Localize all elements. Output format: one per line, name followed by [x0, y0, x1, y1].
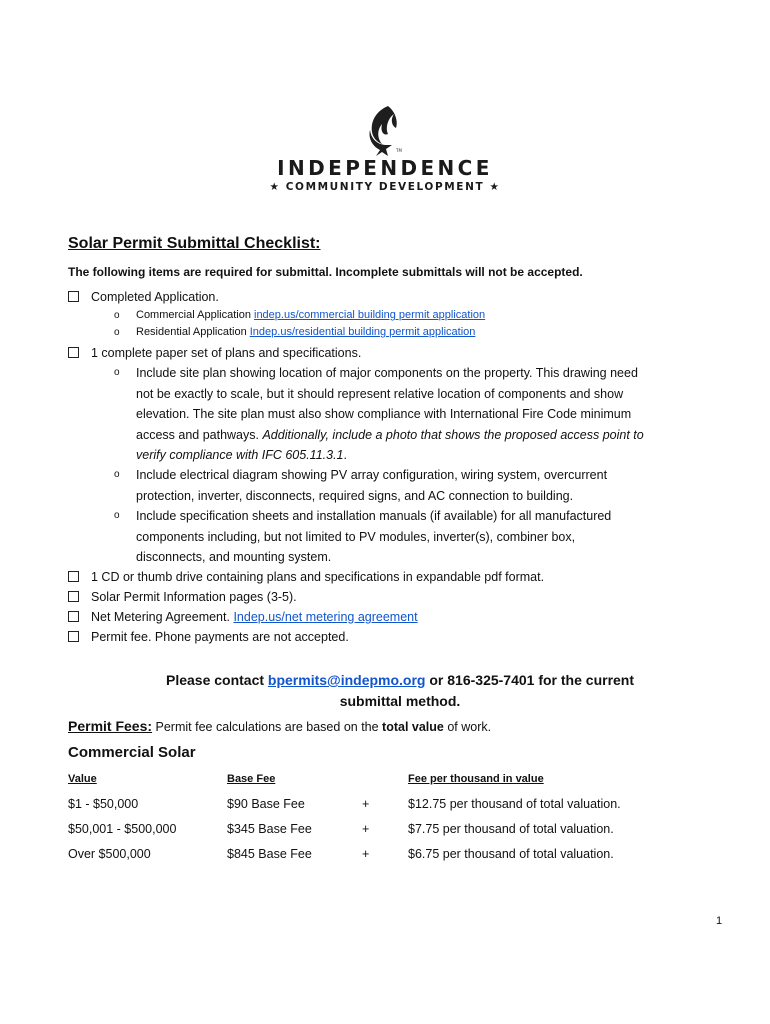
table-cell-value: Over $500,000 [68, 847, 151, 861]
checklist-item-plans [68, 346, 361, 360]
plans-spec-sheets-paragraph [114, 506, 704, 568]
item-label: Completed Application. [91, 290, 219, 304]
page-number: 1 [716, 915, 723, 927]
permit-fees-text: of work. [443, 720, 492, 734]
paragraph-line: elevation. The site plan must also show compliance with International Fire Code minimum [136, 407, 632, 421]
column-header-fee-per-thousand: Fee per thousand in value [408, 773, 544, 785]
checkbox-icon[interactable] [68, 571, 79, 582]
bullet-icon: o [114, 327, 120, 338]
item-label: 1 CD or thumb drive containing plans and specifications in expandable pdf format. [91, 570, 545, 584]
contact-notice [60, 670, 740, 712]
logo [0, 104, 770, 158]
paragraph-line-italic: verify compliance with IFC 605.11.3.1 [136, 448, 344, 462]
paragraph-line: not be exactly to scale, but it should represent relative location of components and show [136, 386, 624, 401]
bullet-icon: o [114, 310, 120, 321]
svg-text:TM: TM [396, 148, 402, 153]
bullet-icon: o [114, 469, 120, 480]
table-cell-plus: + [362, 822, 370, 836]
column-header-value: Value [68, 773, 97, 785]
page-title: Solar Permit Submittal Checklist: [68, 235, 321, 252]
flame-star-logo-icon [360, 104, 410, 158]
permit-fees-label: Permit Fees: [68, 718, 153, 734]
permit-fees-bold: total value [382, 720, 444, 734]
checklist-item-permit-fee [68, 630, 349, 644]
checkbox-icon[interactable] [68, 611, 79, 622]
permit-fees-line [68, 718, 491, 734]
paragraph-line: . [343, 448, 347, 462]
item-label: Permit fee. Phone payments are not accepted. [91, 630, 349, 644]
plans-site-plan-paragraph [114, 363, 704, 466]
department-name: ★ COMMUNITY DEVELOPMENT ★ [269, 181, 501, 193]
checklist-item-info-pages [68, 590, 297, 604]
item-label: Net Metering Agreement. [91, 610, 234, 624]
net-metering-link[interactable]: Indep.us/net metering agreement [233, 610, 418, 624]
org-name: INDEPENDENCE [277, 156, 493, 180]
checkbox-icon[interactable] [68, 631, 79, 642]
checkbox-icon[interactable] [68, 347, 79, 358]
contact-suffix: or 816-325-7401 for the current [425, 672, 635, 688]
paragraph-line: disconnects, and mounting system. [136, 550, 332, 564]
table-cell-base: $845 Base Fee [227, 847, 312, 861]
checklist-item-net-metering [68, 610, 418, 624]
column-header-base-fee: Base Fee [227, 773, 276, 785]
paragraph-line: components including, but not limited to PV modules, inverter(s), combiner box, [136, 529, 576, 544]
paragraph-line-italic: Additionally, include a photo that shows the proposed access point to [262, 427, 644, 442]
item-label: 1 complete paper set of plans and specifications. [91, 346, 362, 360]
plans-electrical-paragraph [114, 465, 704, 506]
table-cell-base: $90 Base Fee [227, 797, 305, 811]
permit-fees-text: Permit fee calculations are based on the [152, 720, 383, 734]
intro-text: The following items are required for submittal. Incomplete submittals will not be accepted. [68, 265, 583, 279]
email-link[interactable]: bpermits@indepmo.org [267, 672, 426, 688]
sub-item-commercial [114, 309, 485, 321]
table-cell-value: $1 - $50,000 [68, 797, 139, 811]
paragraph-line: access and pathways. [136, 427, 263, 442]
table-cell-fee: $6.75 per thousand of total valuation. [408, 847, 614, 861]
table-cell-fee: $7.75 per thousand of total valuation. [408, 822, 614, 836]
item-label: Solar Permit Information pages (3-5). [91, 590, 297, 604]
table-cell-plus: + [362, 847, 370, 861]
bullet-icon: o [114, 510, 120, 521]
contact-line2: submittal method. [339, 693, 461, 709]
sub-item-label: Residential Application [136, 326, 250, 338]
table-cell-base: $345 Base Fee [227, 822, 312, 836]
table-cell-value: $50,001 - $500,000 [68, 822, 177, 836]
checklist-item-application [68, 290, 219, 304]
table-cell-fee: $12.75 per thousand of total valuation. [408, 797, 621, 811]
checkbox-icon[interactable] [68, 291, 79, 302]
table-cell-plus: + [362, 797, 370, 811]
commercial-application-link[interactable]: indep.us/commercial building permit application [254, 309, 486, 321]
paragraph-line: Include electrical diagram showing PV array configuration, wiring system, overcurrent [136, 468, 608, 482]
sub-item-label: Commercial Application [136, 309, 254, 321]
residential-application-link[interactable]: Indep.us/residential building permit application [249, 326, 476, 338]
paragraph-line: protection, inverter, disconnects, required signs, and AC connection to building. [136, 488, 574, 503]
paragraph-line: Include site plan showing location of major components on the property. This drawing need [136, 366, 638, 380]
commercial-solar-heading: Commercial Solar [68, 744, 196, 761]
checklist-item-cd [68, 570, 544, 584]
bullet-icon: o [114, 367, 120, 378]
checkbox-icon[interactable] [68, 591, 79, 602]
sub-item-residential [114, 326, 475, 338]
contact-prefix: Please contact [165, 672, 268, 688]
paragraph-line: Include specification sheets and installation manuals (if available) for all manufactured [136, 509, 612, 523]
